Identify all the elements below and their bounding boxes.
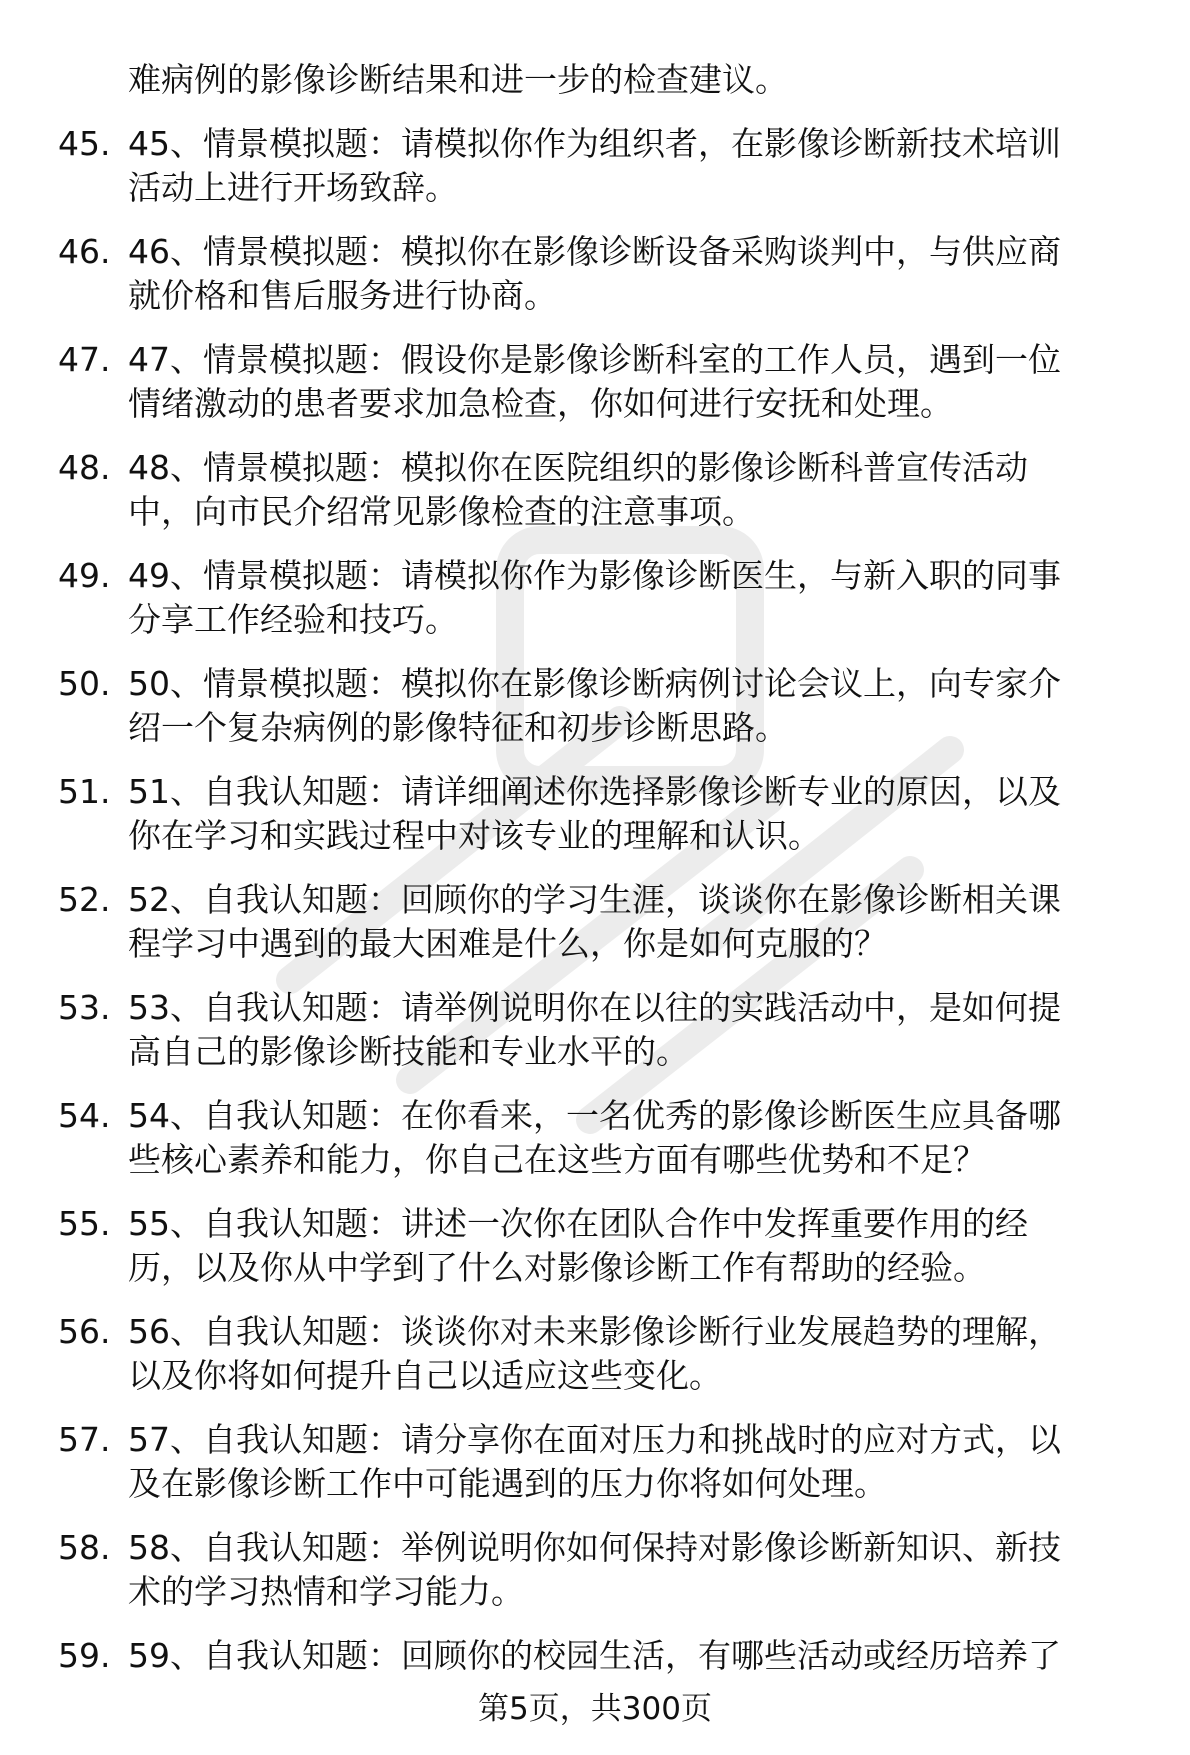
item-text-line: 55、自我认知题：讲述一次你在团队合作中发挥重要作用的经 bbox=[128, 1204, 1028, 1243]
item-text bbox=[128, 446, 1158, 534]
list-item bbox=[0, 662, 1190, 770]
item-text bbox=[128, 1094, 1158, 1182]
item-number: 57. bbox=[58, 1420, 111, 1459]
list-item bbox=[0, 878, 1190, 986]
item-text bbox=[128, 338, 1158, 426]
item-text-line: 分享工作经验和技巧。 bbox=[128, 600, 458, 639]
list-item bbox=[0, 338, 1190, 446]
list-item bbox=[0, 1418, 1190, 1526]
list-item bbox=[0, 1526, 1190, 1634]
item-text bbox=[128, 770, 1158, 858]
item-number: 48. bbox=[58, 448, 111, 487]
item-number: 49. bbox=[58, 556, 111, 595]
item-text-line: 52、自我认知题：回顾你的学习生涯，谈谈你在影像诊断相关课 bbox=[128, 880, 1061, 919]
item-number: 56. bbox=[58, 1312, 111, 1351]
item-text-line: 54、自我认知题：在你看来，一名优秀的影像诊断医生应具备哪 bbox=[128, 1096, 1061, 1135]
item-text-line: 45、情景模拟题：请模拟你作为组织者，在影像诊断新技术培训 bbox=[128, 124, 1061, 163]
item-text-line: 中，向市民介绍常见影像检查的注意事项。 bbox=[128, 492, 755, 531]
item-text bbox=[128, 986, 1158, 1074]
item-text bbox=[128, 662, 1158, 750]
item-text-line: 48、情景模拟题：模拟你在医院组织的影像诊断科普宣传活动 bbox=[128, 448, 1028, 487]
item-text-line: 53、自我认知题：请举例说明你在以往的实践活动中，是如何提 bbox=[128, 988, 1061, 1027]
item-number: 45. bbox=[58, 124, 111, 163]
item-text bbox=[128, 1310, 1158, 1398]
continued-item-text: 难病例的影像诊断结果和进一步的检查建议。 bbox=[128, 60, 788, 99]
item-text bbox=[128, 1418, 1158, 1506]
list-item bbox=[0, 770, 1190, 878]
item-text-line: 高自己的影像诊断技能和专业水平的。 bbox=[128, 1032, 689, 1071]
item-number: 47. bbox=[58, 340, 111, 379]
item-text-line: 情绪激动的患者要求加急检查，你如何进行安抚和处理。 bbox=[128, 384, 953, 423]
item-text-line: 术的学习热情和学习能力。 bbox=[128, 1572, 524, 1611]
item-number: 46. bbox=[58, 232, 111, 271]
item-number: 54. bbox=[58, 1096, 111, 1135]
list-item bbox=[0, 1310, 1190, 1418]
list-item bbox=[0, 122, 1190, 230]
item-text-line: 活动上进行开场致辞。 bbox=[128, 168, 458, 207]
item-text-line: 你在学习和实践过程中对该专业的理解和认识。 bbox=[128, 816, 821, 855]
item-text-line: 以及你将如何提升自己以适应这些变化。 bbox=[128, 1356, 722, 1395]
item-text-line: 46、情景模拟题：模拟你在影像诊断设备采购谈判中，与供应商 bbox=[128, 232, 1061, 271]
item-text-line: 49、情景模拟题：请模拟你作为影像诊断医生，与新入职的同事 bbox=[128, 556, 1061, 595]
item-number: 55. bbox=[58, 1204, 111, 1243]
item-number: 50. bbox=[58, 664, 111, 703]
item-text-line: 历，以及你从中学到了什么对影像诊断工作有帮助的经验。 bbox=[128, 1248, 986, 1287]
item-text bbox=[128, 1634, 1158, 1678]
item-number: 58. bbox=[58, 1528, 111, 1567]
item-text bbox=[128, 1202, 1158, 1290]
item-text-line: 56、自我认知题：谈谈你对未来影像诊断行业发展趋势的理解， bbox=[128, 1312, 1061, 1351]
question-list bbox=[0, 122, 1190, 1742]
item-number: 52. bbox=[58, 880, 111, 919]
item-text bbox=[128, 230, 1158, 318]
page-footer: 第5页，共300页 bbox=[478, 1691, 712, 1727]
item-text-line: 些核心素养和能力，你自己在这些方面有哪些优势和不足？ bbox=[128, 1140, 986, 1179]
item-text-line: 59、自我认知题：回顾你的校园生活，有哪些活动或经历培养了 bbox=[128, 1636, 1061, 1675]
list-item bbox=[0, 554, 1190, 662]
item-text-line: 50、情景模拟题：模拟你在影像诊断病例讨论会议上，向专家介 bbox=[128, 664, 1061, 703]
item-number: 51. bbox=[58, 772, 111, 811]
item-text-line: 51、自我认知题：请详细阐述你选择影像诊断专业的原因，以及 bbox=[128, 772, 1061, 811]
item-text-line: 58、自我认知题：举例说明你如何保持对影像诊断新知识、新技 bbox=[128, 1528, 1061, 1567]
item-text bbox=[128, 554, 1158, 642]
list-item bbox=[0, 1202, 1190, 1310]
item-number: 59. bbox=[58, 1636, 111, 1675]
item-text bbox=[128, 122, 1158, 210]
list-item bbox=[0, 1094, 1190, 1202]
list-item bbox=[0, 446, 1190, 554]
item-text-line: 及在影像诊断工作中可能遇到的压力你将如何处理。 bbox=[128, 1464, 887, 1503]
item-text-line: 就价格和售后服务进行协商。 bbox=[128, 276, 557, 315]
item-text-line: 57、自我认知题：请分享你在面对压力和挑战时的应对方式，以 bbox=[128, 1420, 1061, 1459]
item-number: 53. bbox=[58, 988, 111, 1027]
list-item bbox=[0, 986, 1190, 1094]
item-text-line: 47、情景模拟题：假设你是影像诊断科室的工作人员，遇到一位 bbox=[128, 340, 1061, 379]
item-text-line: 绍一个复杂病例的影像特征和初步诊断思路。 bbox=[128, 708, 788, 747]
item-text bbox=[128, 878, 1158, 966]
item-text bbox=[128, 1526, 1158, 1614]
item-text-line: 程学习中遇到的最大困难是什么，你是如何克服的？ bbox=[128, 924, 887, 963]
list-item bbox=[0, 230, 1190, 338]
